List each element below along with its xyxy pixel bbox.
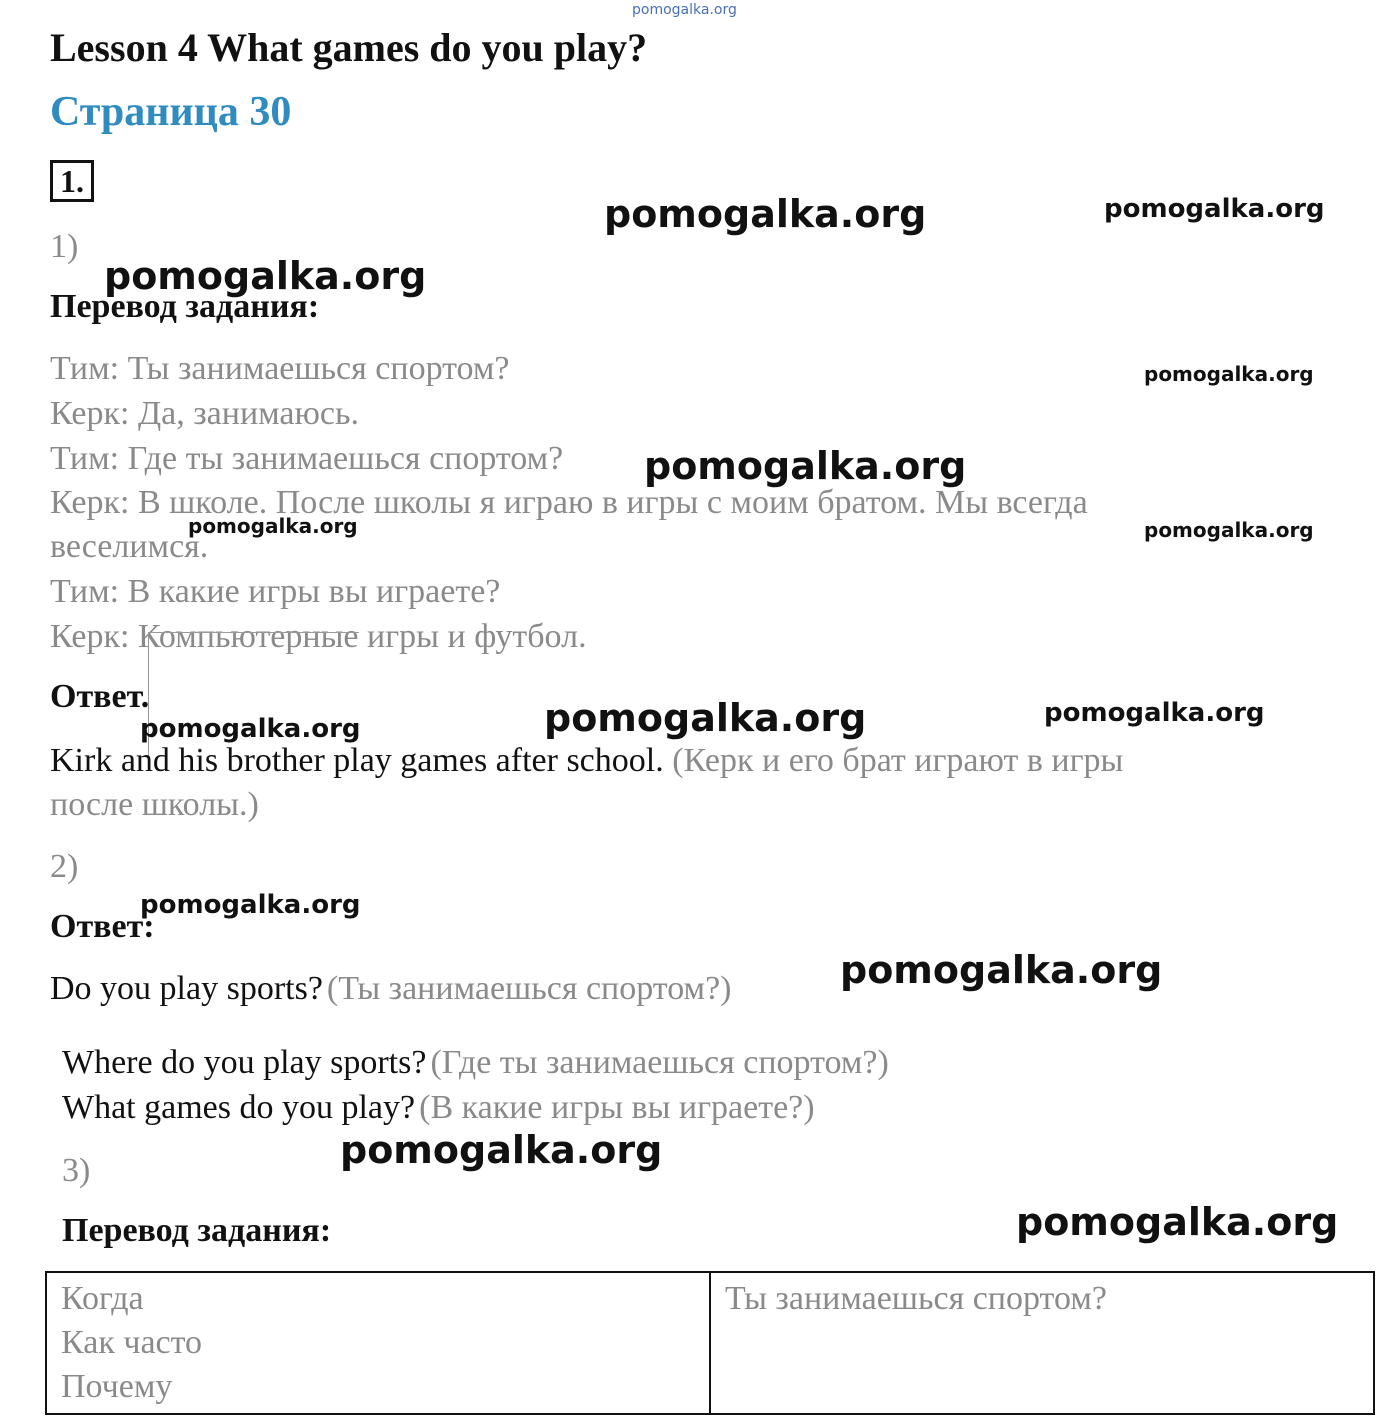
task-number: 1.: [60, 162, 84, 199]
page-label: Страница 30: [50, 89, 292, 135]
part1-translation-heading: Перевод задания:: [50, 288, 320, 325]
part3-number: 3): [62, 1152, 91, 1189]
part1-answer-line: [50, 742, 1123, 780]
watermark: pomogalka.org: [340, 1128, 663, 1172]
watermark: pomogalka.org: [1104, 194, 1325, 224]
watermark: pomogalka.org: [1016, 1200, 1339, 1244]
watermark: pomogalka.org: [140, 890, 361, 920]
part1-number: 1): [50, 228, 79, 265]
question-word: Как часто: [61, 1324, 203, 1361]
answer-english: Where do you play sports?: [62, 1044, 427, 1081]
answer-line: [62, 1089, 815, 1127]
task-number-box: [50, 160, 94, 202]
answer-english: What games do you play?: [62, 1089, 416, 1126]
question-phrase: Ты занимаешься спортом?: [725, 1280, 1107, 1317]
watermark-top: pomogalka.org: [632, 2, 737, 18]
watermark: pomogalka.org: [1144, 518, 1314, 542]
part2-answer-heading: Ответ:: [50, 908, 155, 945]
dialog-line: Тим: Где ты занимаешься спортом?: [50, 440, 564, 477]
watermark: pomogalka.org: [1144, 362, 1314, 386]
answer-russian: (Керк и его брат играют в игры: [672, 742, 1124, 779]
watermark: pomogalka.org: [644, 444, 967, 488]
watermark: pomogalka.org: [140, 714, 361, 744]
part2-number: 2): [50, 848, 79, 885]
watermark: pomogalka.org: [1044, 698, 1265, 728]
table-cell-right: [710, 1272, 1374, 1414]
watermark: pomogalka.org: [840, 948, 1163, 992]
answer-russian: (В какие игры вы играете?): [419, 1089, 815, 1126]
dialog-line: Керк: Компьютерные игры и футбол.: [50, 618, 587, 655]
answer-russian: (Где ты занимаешься спортом?): [430, 1044, 889, 1081]
watermark: pomogalka.org: [604, 192, 927, 236]
watermark: pomogalka.org: [544, 696, 867, 740]
part3-translation-heading: Перевод задания:: [62, 1212, 332, 1249]
question-word: Когда: [61, 1280, 144, 1317]
dialog-line: Керк: В школе. После школы я играю в игры с моим братом. Мы всегда: [50, 484, 1088, 521]
answer-english: Kirk and his brother play games after school.: [50, 742, 664, 779]
dialog-line: Керк: Да, занимаюсь.: [50, 395, 360, 432]
dialog-line: Тим: В какие игры вы играете?: [50, 573, 501, 610]
dialog-line: Тим: Ты занимаешься спортом?: [50, 350, 510, 387]
answer-russian-cont: после школы.): [50, 786, 259, 823]
answer-line: [62, 1044, 889, 1082]
dialog-line: веселимся.: [50, 528, 209, 565]
answer-line: [50, 970, 732, 1008]
table-cell-left: [46, 1272, 710, 1414]
question-table: [45, 1271, 1375, 1415]
answer-russian: (Ты занимаешься спортом?): [326, 970, 732, 1007]
lesson-title: Lesson 4 What games do you play?: [50, 25, 648, 70]
question-word: Почему: [61, 1368, 173, 1405]
watermark: pomogalka.org: [104, 254, 427, 298]
part1-answer-heading: Ответ.: [50, 678, 150, 715]
table-row: [46, 1272, 1374, 1414]
watermark: pomogalka.org: [188, 514, 358, 538]
answer-english: Do you play sports?: [50, 970, 323, 1007]
